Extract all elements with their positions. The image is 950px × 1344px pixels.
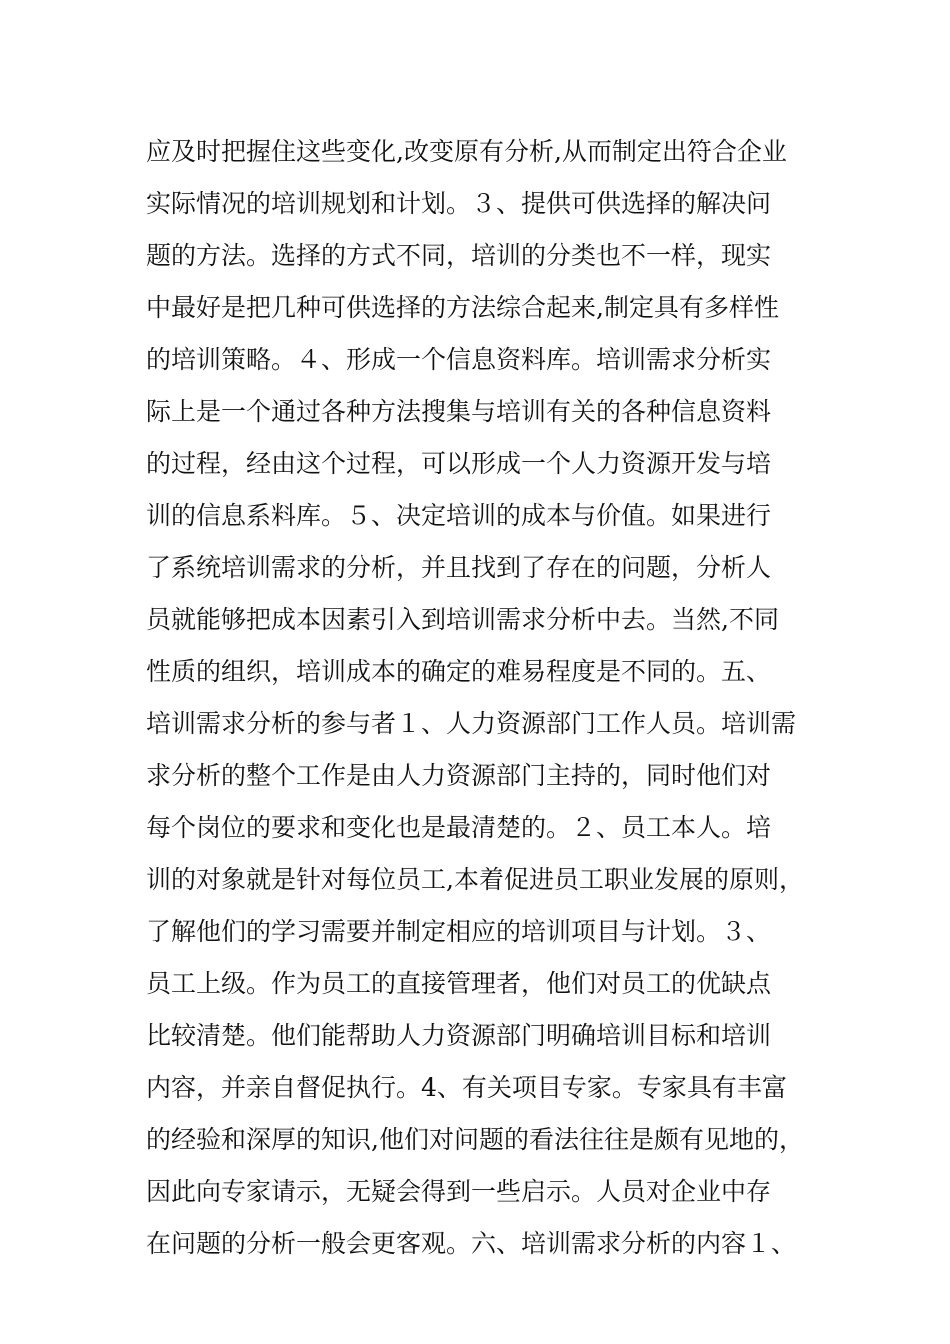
text-line-12: 培训需求分析的参与者１、人力资源部门工作人员。培训需	[146, 709, 797, 738]
text-line-20: 的经验和深厚的知识,他们对问题的看法往往是颇有见地的，	[146, 1125, 804, 1154]
body-text	[146, 126, 816, 1270]
text-line-9: 了系统培训需求的分析，并且找到了存在的问题，分析人	[146, 553, 772, 582]
text-line-8: 训的信息系料库。５、决定培训的成本与价值。如果进行	[146, 501, 772, 530]
text-line-15: 训的对象就是针对每位员工,本着促进员工职业发展的原则，	[146, 865, 804, 894]
text-line-21: 因此向专家请示，无疑会得到一些启示。人员对企业中存	[146, 1177, 772, 1206]
text-line-16: 了解他们的学习需要并制定相应的培训项目与计划。３、	[146, 917, 772, 946]
text-line-4: 中最好是把几种可供选择的方法综合起来,制定具有多样性	[146, 293, 779, 322]
text-line-2: 实际情况的培训规划和计划。３、提供可供选择的解决问	[146, 189, 772, 218]
text-line-7: 的过程，经由这个过程，可以形成一个人力资源开发与培	[146, 449, 772, 478]
text-line-22: 在问题的分析一般会更客观。六、培训需求分析的内容１、	[146, 1229, 797, 1258]
text-line-6: 际上是一个通过各种方法搜集与培训有关的各种信息资料	[146, 397, 772, 426]
text-line-14: 每个岗位的要求和变化也是最清楚的。２、员工本人。培	[146, 813, 772, 842]
text-line-3: 题的方法。选择的方式不同，培训的分类也不一样，现实	[146, 241, 772, 270]
text-line-13: 求分析的整个工作是由人力资源部门主持的，同时他们对	[146, 761, 772, 790]
text-line-10: 员就能够把成本因素引入到培训需求分析中去。当然,不同	[146, 605, 779, 634]
text-line-19: 内容，并亲自督促执行。4、有关项目专家。专家具有丰富	[146, 1073, 787, 1102]
text-line-18: 比较清楚。他们能帮助人力资源部门明确培训目标和培训	[146, 1021, 772, 1050]
text-line-1: 应及时把握住这些变化,改变原有分析,从而制定出符合企业	[146, 137, 787, 166]
text-line-5: 的培训策略。４、形成一个信息资料库。培训需求分析实	[146, 345, 772, 374]
text-line-11: 性质的组织，培训成本的确定的难易程度是不同的。五、	[146, 657, 772, 686]
text-line-17: 员工上级。作为员工的直接管理者，他们对员工的优缺点	[146, 969, 772, 998]
